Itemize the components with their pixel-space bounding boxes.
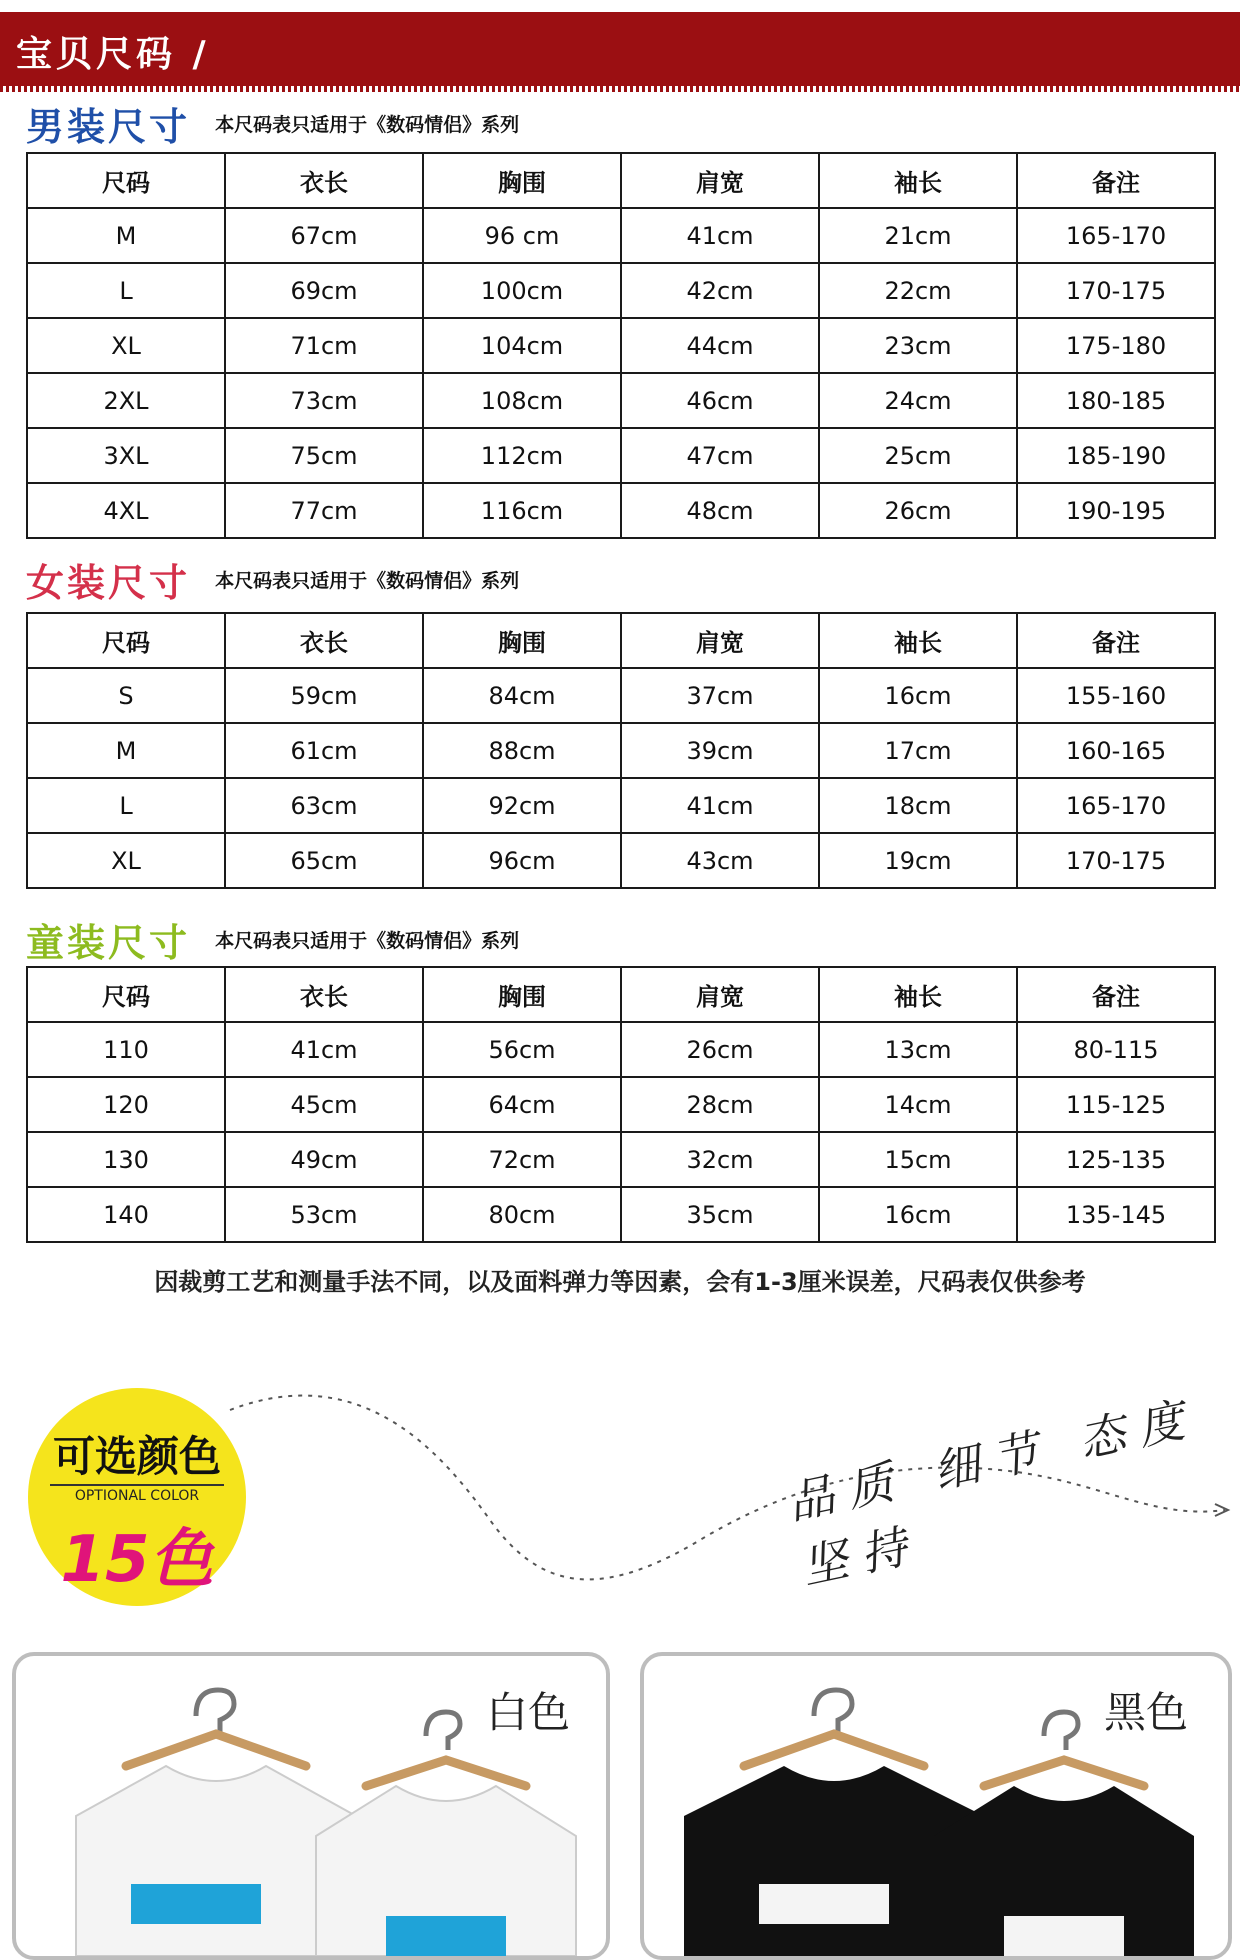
- table-cell: 110: [27, 1022, 225, 1077]
- table-cell: XL: [27, 318, 225, 373]
- table-row: [27, 373, 1215, 428]
- table-cell: 75cm: [225, 428, 423, 483]
- table-cell: 88cm: [423, 723, 621, 778]
- table-cell: 43cm: [621, 833, 819, 888]
- measurement-note: 因裁剪工艺和测量手法不同，以及面料弹力等因素，会有1-3厘米误差，尺码表仅供参考: [154, 1268, 1086, 1296]
- section-title-men: 男装尺寸: [26, 105, 191, 149]
- table-cell: 112cm: [423, 428, 621, 483]
- table-cell: 130: [27, 1132, 225, 1187]
- table-header-cell: 衣长: [225, 967, 423, 1022]
- table-header-row: [27, 153, 1215, 208]
- table-cell: 59cm: [225, 668, 423, 723]
- table-row: [27, 1187, 1215, 1242]
- table-cell: 72cm: [423, 1132, 621, 1187]
- table-row: [27, 833, 1215, 888]
- table-header-cell: 肩宽: [621, 153, 819, 208]
- table-cell: 16cm: [819, 1187, 1017, 1242]
- table-cell: 125-135: [1017, 1132, 1215, 1187]
- table-cell: 41cm: [225, 1022, 423, 1077]
- table-cell: 22cm: [819, 263, 1017, 318]
- color-card-black[interactable]: [640, 1652, 1232, 1960]
- table-cell: 108cm: [423, 373, 621, 428]
- table-cell: L: [27, 263, 225, 318]
- table-cell: 175-180: [1017, 318, 1215, 373]
- table-cell: 84cm: [423, 668, 621, 723]
- table-header-cell: 胸围: [423, 613, 621, 668]
- badge-count: 15色: [60, 1523, 214, 1597]
- table-cell: 26cm: [621, 1022, 819, 1077]
- table-cell: 73cm: [225, 373, 423, 428]
- table-cell: 135-145: [1017, 1187, 1215, 1242]
- table-cell: M: [27, 723, 225, 778]
- table-cell: 19cm: [819, 833, 1017, 888]
- table-cell: 41cm: [621, 778, 819, 833]
- color-card-label: 黑色: [1104, 1688, 1189, 1737]
- table-header-cell: 袖长: [819, 153, 1017, 208]
- table-cell: 26cm: [819, 483, 1017, 538]
- size-table-men: [26, 152, 1216, 539]
- banner-title: 宝贝尺码 /: [16, 34, 210, 75]
- table-header-cell: 尺码: [27, 967, 225, 1022]
- table-cell: 17cm: [819, 723, 1017, 778]
- table-cell: 18cm: [819, 778, 1017, 833]
- section-subtitle-women: 本尺码表只适用于《数码情侣》系列: [215, 570, 520, 592]
- table-row: [27, 723, 1215, 778]
- table-cell: S: [27, 668, 225, 723]
- header-banner: [0, 12, 1240, 86]
- table-cell: 80cm: [423, 1187, 621, 1242]
- table-cell: 46cm: [621, 373, 819, 428]
- table-cell: 80-115: [1017, 1022, 1215, 1077]
- table-cell: 120: [27, 1077, 225, 1132]
- table-header-row: [27, 967, 1215, 1022]
- size-table-women: [26, 612, 1216, 889]
- table-cell: 100cm: [423, 263, 621, 318]
- table-cell: 24cm: [819, 373, 1017, 428]
- table-cell: 53cm: [225, 1187, 423, 1242]
- table-cell: 21cm: [819, 208, 1017, 263]
- table-cell: 165-170: [1017, 778, 1215, 833]
- table-cell: 185-190: [1017, 428, 1215, 483]
- table-row: [27, 318, 1215, 373]
- section-title-kids: 童装尺寸: [26, 921, 191, 965]
- table-header-row: [27, 613, 1215, 668]
- table-cell: 14cm: [819, 1077, 1017, 1132]
- table-cell: 35cm: [621, 1187, 819, 1242]
- table-cell: 45cm: [225, 1077, 423, 1132]
- table-cell: 56cm: [423, 1022, 621, 1077]
- table-cell: 92cm: [423, 778, 621, 833]
- color-card-white[interactable]: [12, 1652, 610, 1960]
- table-header-cell: 袖长: [819, 613, 1017, 668]
- white-shirts-illustration: [16, 1656, 606, 1956]
- table-cell: 155-160: [1017, 668, 1215, 723]
- table-header-cell: 肩宽: [621, 613, 819, 668]
- table-cell: 67cm: [225, 208, 423, 263]
- table-cell: 170-175: [1017, 833, 1215, 888]
- badge-subtitle: OPTIONAL COLOR: [74, 1488, 200, 1504]
- table-row: [27, 208, 1215, 263]
- table-header-cell: 备注: [1017, 967, 1215, 1022]
- table-cell: 32cm: [621, 1132, 819, 1187]
- table-cell: 13cm: [819, 1022, 1017, 1077]
- table-cell: 28cm: [621, 1077, 819, 1132]
- slogan-text: 品质 细节 态度 坚持: [783, 1390, 1203, 1595]
- table-cell: L: [27, 778, 225, 833]
- table-cell: 42cm: [621, 263, 819, 318]
- black-shirts-illustration: [644, 1656, 1228, 1956]
- section-header-kids: [26, 912, 519, 967]
- section-header-men: [26, 96, 519, 151]
- table-cell: 116cm: [423, 483, 621, 538]
- section-subtitle-men: 本尺码表只适用于《数码情侣》系列: [215, 114, 520, 136]
- table-cell: 16cm: [819, 668, 1017, 723]
- table-cell: 37cm: [621, 668, 819, 723]
- table-header-cell: 尺码: [27, 153, 225, 208]
- table-cell: 2XL: [27, 373, 225, 428]
- section-title-women: 女装尺寸: [26, 561, 191, 605]
- table-cell: 41cm: [621, 208, 819, 263]
- table-header-cell: 尺码: [27, 613, 225, 668]
- table-row: [27, 778, 1215, 833]
- table-row: [27, 428, 1215, 483]
- table-row: [27, 1077, 1215, 1132]
- table-cell: 96 cm: [423, 208, 621, 263]
- table-cell: 104cm: [423, 318, 621, 373]
- table-cell: 49cm: [225, 1132, 423, 1187]
- table-cell: 15cm: [819, 1132, 1017, 1187]
- table-cell: 61cm: [225, 723, 423, 778]
- table-cell: 115-125: [1017, 1077, 1215, 1132]
- table-header-cell: 胸围: [423, 967, 621, 1022]
- badge-divider: [50, 1484, 224, 1486]
- size-table-kids: [26, 966, 1216, 1243]
- badge-title: 可选颜色: [52, 1432, 221, 1481]
- table-cell: 65cm: [225, 833, 423, 888]
- table-cell: 77cm: [225, 483, 423, 538]
- table-cell: 180-185: [1017, 373, 1215, 428]
- table-cell: 44cm: [621, 318, 819, 373]
- table-cell: 39cm: [621, 723, 819, 778]
- table-header-cell: 袖长: [819, 967, 1017, 1022]
- table-cell: 96cm: [423, 833, 621, 888]
- table-header-cell: 备注: [1017, 153, 1215, 208]
- table-cell: 25cm: [819, 428, 1017, 483]
- table-cell: 165-170: [1017, 208, 1215, 263]
- table-header-cell: 衣长: [225, 613, 423, 668]
- table-cell: 64cm: [423, 1077, 621, 1132]
- table-row: [27, 483, 1215, 538]
- table-header-cell: 备注: [1017, 613, 1215, 668]
- section-header-women: [26, 552, 519, 607]
- table-cell: 160-165: [1017, 723, 1215, 778]
- table-cell: XL: [27, 833, 225, 888]
- table-row: [27, 1132, 1215, 1187]
- table-cell: 69cm: [225, 263, 423, 318]
- table-cell: 23cm: [819, 318, 1017, 373]
- table-cell: 190-195: [1017, 483, 1215, 538]
- table-cell: 63cm: [225, 778, 423, 833]
- table-row: [27, 1022, 1215, 1077]
- table-cell: 47cm: [621, 428, 819, 483]
- table-cell: 140: [27, 1187, 225, 1242]
- table-cell: 71cm: [225, 318, 423, 373]
- table-cell: 170-175: [1017, 263, 1215, 318]
- table-row: [27, 668, 1215, 723]
- table-cell: 3XL: [27, 428, 225, 483]
- table-cell: M: [27, 208, 225, 263]
- table-header-cell: 肩宽: [621, 967, 819, 1022]
- table-cell: 48cm: [621, 483, 819, 538]
- table-header-cell: 胸围: [423, 153, 621, 208]
- table-cell: 4XL: [27, 483, 225, 538]
- optional-color-badge: [28, 1388, 246, 1606]
- color-card-label: 白色: [486, 1688, 571, 1737]
- table-header-cell: 衣长: [225, 153, 423, 208]
- table-row: [27, 263, 1215, 318]
- section-subtitle-kids: 本尺码表只适用于《数码情侣》系列: [215, 930, 520, 952]
- banner-dotted-rule: [0, 86, 1240, 92]
